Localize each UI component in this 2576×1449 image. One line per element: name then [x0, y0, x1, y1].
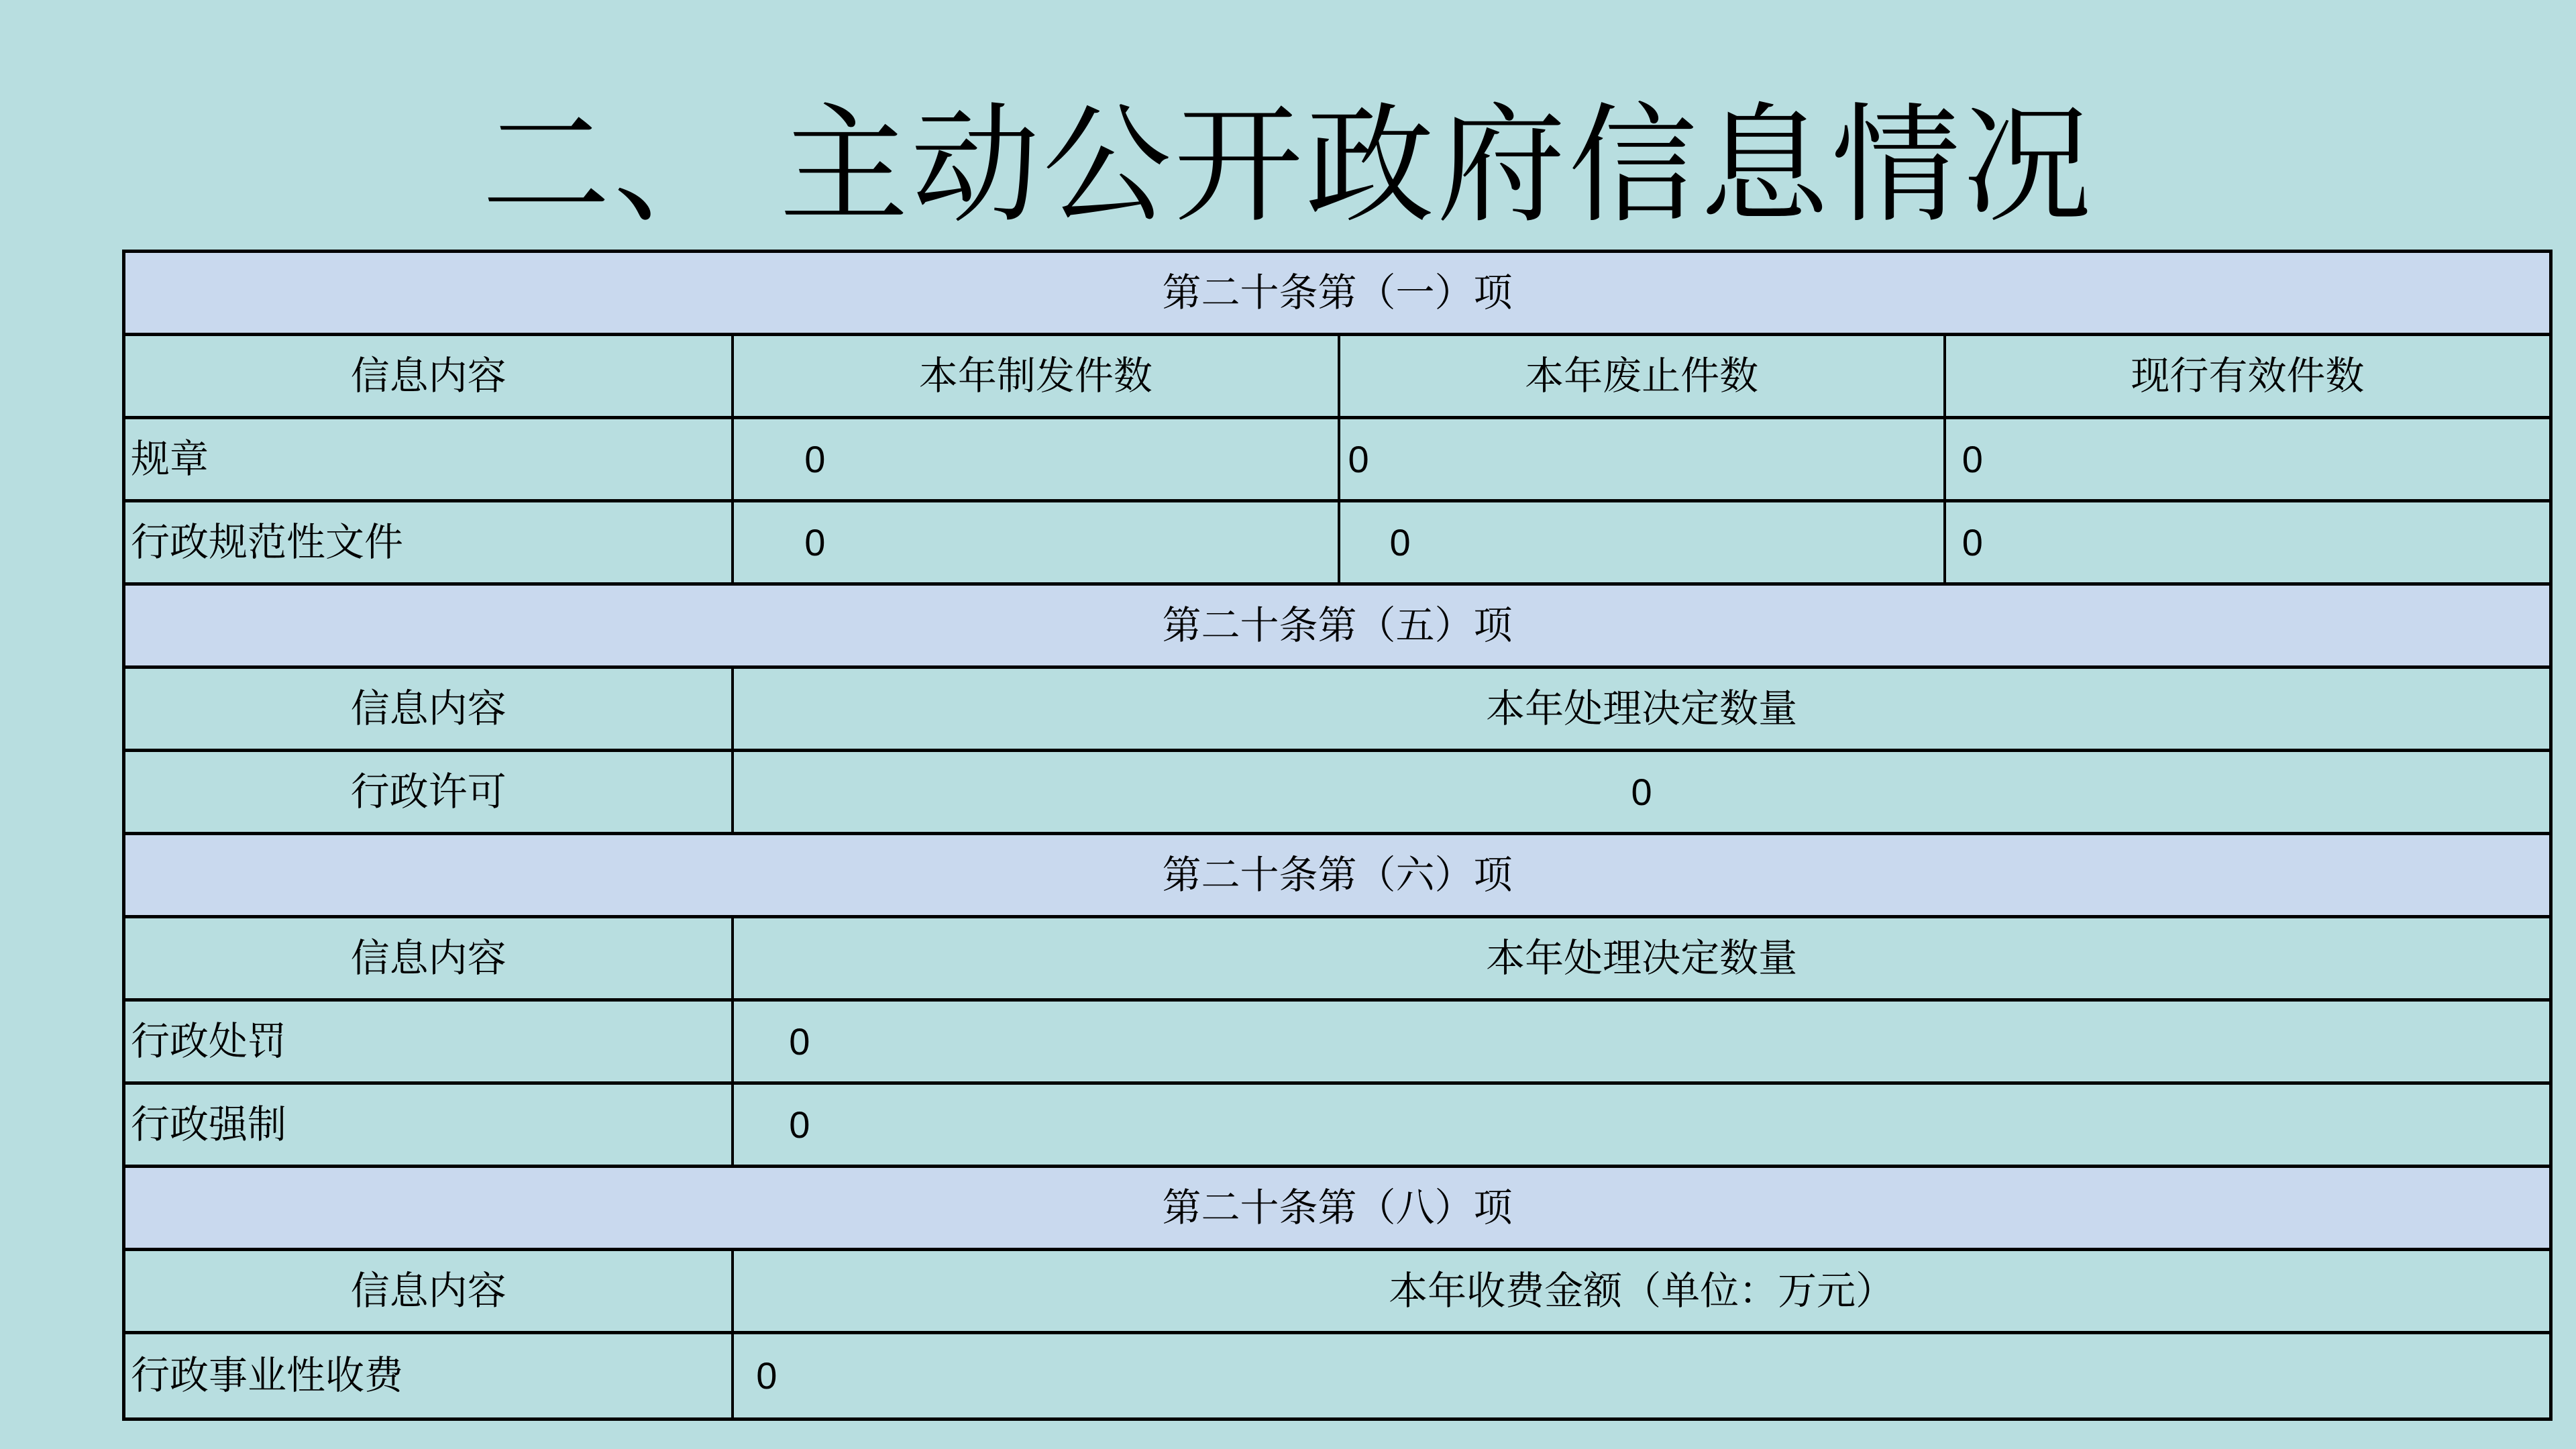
- section-band-row: [125, 253, 2549, 336]
- section-band-label: 第二十条第（五）项: [1162, 603, 1513, 647]
- table-row: [125, 752, 2549, 835]
- section-band-label: 第二十条第（一）项: [1162, 270, 1513, 315]
- column-header: 本年处理决定数量: [731, 918, 2549, 998]
- section-band-label: 第二十条第（八）项: [1162, 1185, 1513, 1230]
- column-header: 信息内容: [350, 936, 506, 980]
- cell-value: 0: [731, 1002, 2549, 1081]
- header-row: [125, 336, 2549, 419]
- row-label: 规章: [131, 437, 209, 481]
- cell-value: 0: [731, 419, 1337, 499]
- column-header: 本年废止件数: [1338, 336, 1943, 416]
- column-header: 信息内容: [350, 686, 506, 731]
- cell-value: 0: [731, 1334, 2549, 1417]
- cell-value: 0: [1338, 502, 1943, 582]
- cell-value: 0: [731, 1085, 2549, 1165]
- section-band-label: 第二十条第（六）项: [1162, 853, 1513, 897]
- row-label: 行政强制: [131, 1102, 287, 1146]
- cell-value: 0: [1943, 502, 2549, 582]
- table-row: [125, 1334, 2549, 1417]
- cell-value: 0: [731, 752, 2549, 832]
- row-label: 行政许可: [350, 769, 506, 814]
- table-row: [125, 1085, 2549, 1168]
- section-band-row: [125, 1168, 2549, 1251]
- section-band-row: [125, 835, 2549, 918]
- cell-value: 0: [1943, 419, 2549, 499]
- column-header: 信息内容: [350, 1269, 506, 1313]
- column-header: 本年制发件数: [731, 336, 1337, 416]
- section-band-row: [125, 586, 2549, 669]
- row-label: 行政规范性文件: [131, 520, 404, 564]
- header-row: [125, 918, 2549, 1002]
- column-header: 本年收费金额（单位：万元）: [731, 1251, 2549, 1331]
- column-header: 本年处理决定数量: [731, 669, 2549, 749]
- page-title: 二、 主动公开政府信息情况: [482, 95, 2094, 238]
- table-row: [125, 1002, 2549, 1085]
- info-disclosure-table: [122, 250, 2553, 1421]
- column-header: 信息内容: [350, 354, 506, 398]
- cell-value: 0: [731, 502, 1337, 582]
- row-label: 行政事业性收费: [131, 1354, 404, 1398]
- cell-value: 0: [1338, 419, 1943, 499]
- table-row: [125, 502, 2549, 586]
- table-row: [125, 419, 2549, 502]
- header-row: [125, 1251, 2549, 1334]
- row-label: 行政处罚: [131, 1019, 287, 1063]
- column-header: 现行有效件数: [1943, 336, 2549, 416]
- header-row: [125, 669, 2549, 752]
